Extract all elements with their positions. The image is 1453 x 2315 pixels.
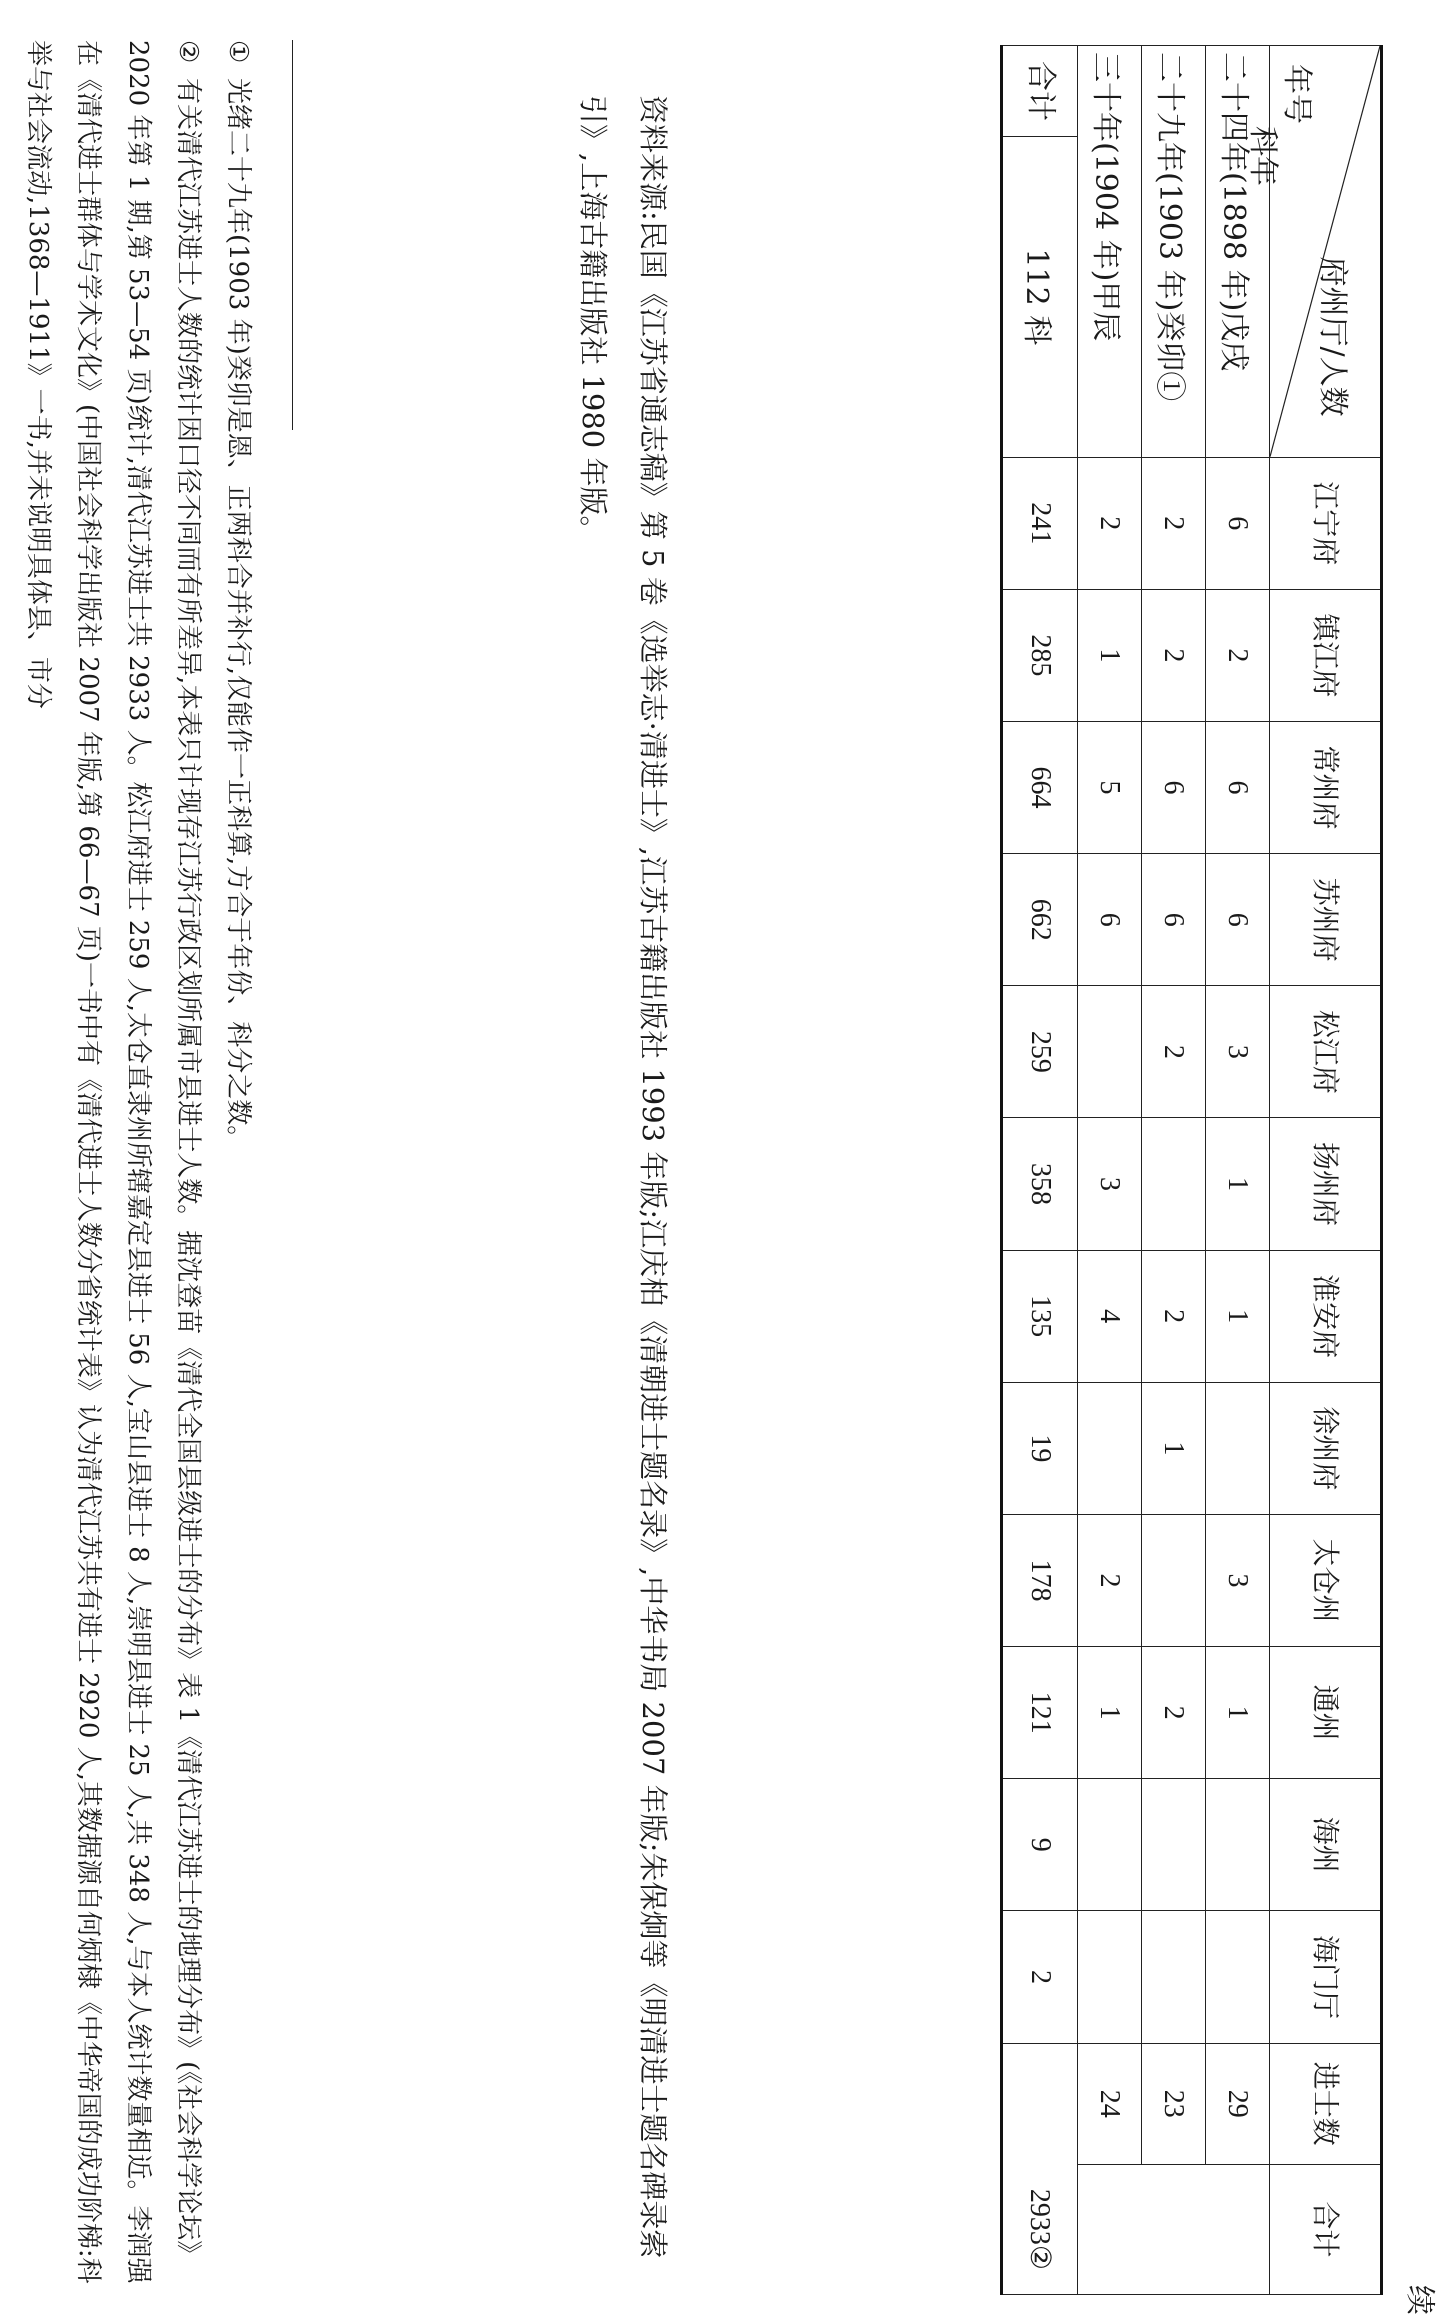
jinshi-table <box>1000 45 1383 2295</box>
cell <box>1206 1382 1270 1514</box>
cell <box>1142 1514 1206 1646</box>
cell: 2 <box>1142 1250 1206 1382</box>
total-cell: 259 <box>1002 986 1078 1118</box>
col-header: 江宁府 <box>1270 457 1382 589</box>
row-year: 三十年(1904 年)甲辰 <box>1078 46 1142 458</box>
footnote-text: 光绪二十九年(1903 年)癸卯是恩、正两科合并补行,仅能作一正科算,方合于年份、科分之数。 <box>223 78 253 1152</box>
cell: 2 <box>1206 589 1270 721</box>
col-header: 合计 <box>1270 2164 1382 2294</box>
total-exam-count: 112 科 <box>1019 248 1054 346</box>
footnote-divider <box>292 40 293 430</box>
footnote-mark: ① <box>223 40 253 64</box>
header-reign-year: 年号 <box>1279 64 1314 124</box>
total-cell: 9 <box>1002 1779 1078 1911</box>
cell: 2 <box>1078 457 1142 589</box>
total-cell: 664 <box>1002 721 1078 853</box>
row-year: 二十四年(1898 年)戊戌 <box>1206 46 1270 458</box>
cell: 1 <box>1206 1647 1270 1779</box>
footnote-2 <box>13 40 213 2290</box>
header-prefecture-count: 府州厅/人数 <box>1315 256 1350 417</box>
total-cell: 662 <box>1002 854 1078 986</box>
table-row <box>1142 46 1206 2295</box>
col-header: 徐州府 <box>1270 1382 1382 1514</box>
cell <box>1142 1911 1206 2043</box>
footnote-1 <box>213 40 263 2290</box>
cell: 2 <box>1142 1647 1206 1779</box>
cell: 6 <box>1142 854 1206 986</box>
cell <box>1142 1118 1206 1250</box>
cell: 2 <box>1142 457 1206 589</box>
row-year: 二十九年(1903 年)癸卯① <box>1142 46 1206 458</box>
total-cell: 121 <box>1002 1647 1078 1779</box>
col-header: 太仓州 <box>1270 1514 1382 1646</box>
cell: 5 <box>1078 721 1142 853</box>
col-header: 海州 <box>1270 1779 1382 1911</box>
cell: 1 <box>1142 1382 1206 1514</box>
total-row <box>1002 46 1078 2295</box>
col-header: 苏州府 <box>1270 854 1382 986</box>
col-header: 淮安府 <box>1270 1250 1382 1382</box>
header-exam-year: 科年 <box>1245 126 1280 186</box>
col-header: 扬州府 <box>1270 1118 1382 1250</box>
cell: 6 <box>1206 457 1270 589</box>
total-cell: 285 <box>1002 589 1078 721</box>
cell: 6 <box>1078 854 1142 986</box>
total-cell: 178 <box>1002 1514 1078 1646</box>
total-cell: 135 <box>1002 1250 1078 1382</box>
source-note: 资料来源:民国《江苏省通志稿》第 5 卷《选举志·清进士》,江苏古籍出版社 1993 年版;江庆柏《清朝进士题名录》,中华书局 2007 年版;朱保炯等《明清进士题名碑录索引》,上海古籍出版社 1980 年版。 <box>576 95 670 2259</box>
total-cell: 2 <box>1002 1911 1078 2043</box>
cell: 2 <box>1142 986 1206 1118</box>
table-row <box>1078 46 1142 2295</box>
cell: 3 <box>1078 1118 1142 1250</box>
total-label-cell <box>1002 46 1078 458</box>
diagonal-header-cell <box>1245 46 1382 458</box>
cell: 1 <box>1206 1250 1270 1382</box>
col-header: 常州府 <box>1270 721 1382 853</box>
cell: 1 <box>1078 1647 1142 1779</box>
total-cell: 19 <box>1002 1382 1078 1514</box>
cell <box>1078 1779 1142 1911</box>
cell <box>1078 986 1142 1118</box>
cell <box>1206 1779 1270 1911</box>
cell: 2 <box>1078 1514 1142 1646</box>
cell: 6 <box>1142 721 1206 853</box>
cell: 1 <box>1206 1118 1270 1250</box>
col-header: 海门厅 <box>1270 1911 1382 2043</box>
footnote-mark: ② <box>173 40 203 64</box>
cell: 6 <box>1206 854 1270 986</box>
cell <box>1078 1911 1142 2043</box>
total-cell: 358 <box>1002 1118 1078 1250</box>
cell: 2 <box>1142 589 1206 721</box>
table-row <box>1206 46 1270 2295</box>
cell: 6 <box>1206 721 1270 853</box>
cell-empty-total <box>1078 2164 1270 2294</box>
cell: 3 <box>1206 986 1270 1118</box>
cell: 1 <box>1078 589 1142 721</box>
col-header: 镇江府 <box>1270 589 1382 721</box>
total-cell: 241 <box>1002 457 1078 589</box>
cell: 3 <box>1206 1514 1270 1646</box>
col-header: 通州 <box>1270 1647 1382 1779</box>
cell-jinshi-count: 23 <box>1142 2043 1206 2164</box>
cell-jinshi-count: 29 <box>1206 2043 1270 2164</box>
col-header: 松江府 <box>1270 986 1382 1118</box>
grand-total-cell: 2933② <box>1002 2043 1078 2294</box>
cell <box>1206 1911 1270 2043</box>
cell <box>1142 1779 1206 1911</box>
footnote-text: 有关清代江苏进士人数的统计因口径不同而有所差异,本表只计现存江苏行政区划所属市县进士人数。据沈登苗《清代全国县级进士的分布》表 1《清代江苏进士的地理分布》(《社会科学论坛》2020 年第 1 期,第 53—54 页)统计,清代江苏进士共 2933 人。松江府进士 259 人,太仓直隶州所辖嘉定县进士 56 人,宝山县进士 8 人,崇明县进士 25 人,共 348 人,与本人统计数量相近。李润强在《清代进士群体与学术文化》(中国社会科学出版社 2007 年版,第 66—67 页)一书中有《清代进士人数分省统计表》认为清代江苏共有进士 2920 人,其数据源自何炳棣《中华帝国的成功阶梯:科举与社会流动,1368—1911》一书,并未说明具体县、市分 <box>23 40 203 2284</box>
cell <box>1078 1382 1142 1514</box>
cell-jinshi-count: 24 <box>1078 2043 1142 2164</box>
cell: 4 <box>1078 1250 1142 1382</box>
col-header: 进士数 <box>1270 2043 1382 2164</box>
total-label: 合计 <box>1003 46 1077 137</box>
continued-mark: 续 <box>1402 2285 1437 2315</box>
